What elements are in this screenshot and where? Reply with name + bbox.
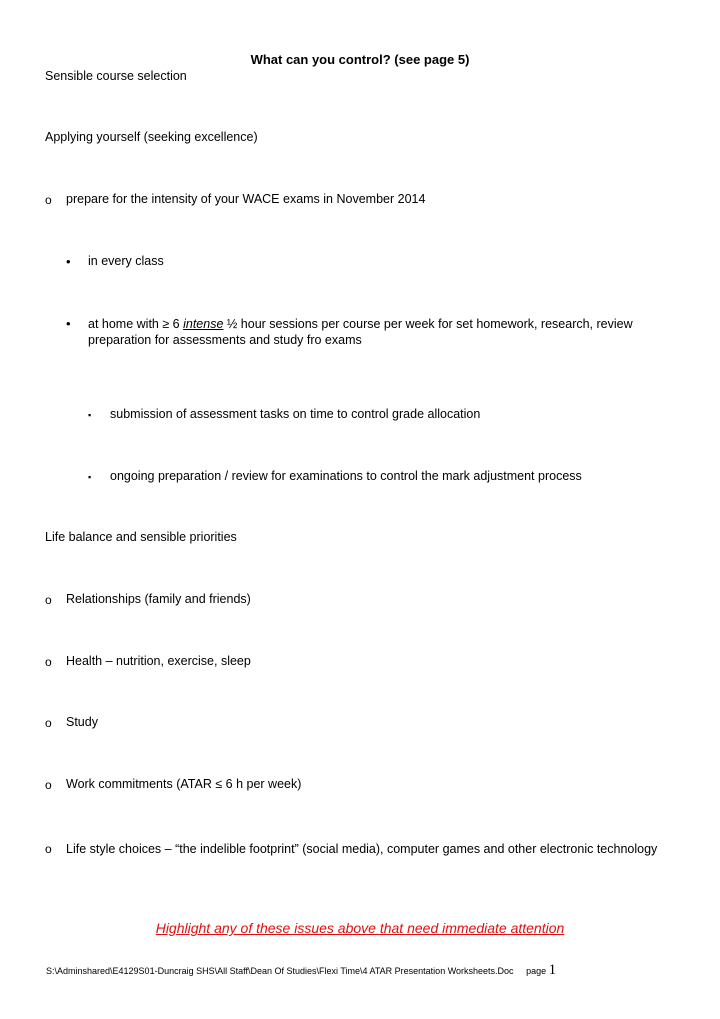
square-bullet-icon: ▪ (88, 410, 92, 420)
list-item-ongoing-preparation: ongoing preparation / review for examinations to control the mark adjustment process (110, 469, 582, 483)
list-item-relationships: Relationships (family and friends) (66, 592, 251, 606)
circle-bullet-icon: o (45, 655, 52, 669)
circle-bullet-icon: o (45, 778, 52, 792)
list-item-wace: prepare for the intensity of your WACE exams in November 2014 (66, 192, 426, 206)
at-home-text-end: ½ hour sessions per course per week for set homework, research, review preparation for assessments and study fro exams (88, 317, 633, 347)
at-home-text-start: at home with ≥ 6 (88, 317, 184, 331)
circle-bullet-icon: o (45, 593, 52, 607)
circle-bullet-icon: o (45, 193, 52, 207)
list-item-at-home (88, 316, 688, 348)
footer-page-label: page (526, 966, 547, 976)
circle-bullet-icon: o (45, 842, 52, 856)
list-item-work-commitments: Work commitments (ATAR ≤ 6 h per week) (66, 777, 302, 791)
page-title: What can you control? (see page 5) (250, 52, 470, 67)
footer-page-number: 1 (548, 962, 557, 978)
list-item-life-style: Life style choices – “the indelible footprint” (social media), computer games and other electronic technology (66, 842, 658, 856)
highlight-callout: Highlight any of these issues above that need immediate attention (155, 920, 565, 936)
section-heading-life-balance: Life balance and sensible priorities (45, 530, 237, 544)
dot-bullet-icon: • (66, 254, 71, 269)
intense-emphasis: intense (183, 317, 224, 331)
dot-bullet-icon: • (66, 316, 71, 331)
footer (46, 962, 556, 979)
section-heading-applying-yourself: Applying yourself (seeking excellence) (45, 130, 258, 144)
circle-bullet-icon: o (45, 716, 52, 730)
list-item-submission: submission of assessment tasks on time to control grade allocation (110, 407, 481, 421)
list-item-every-class: in every class (88, 254, 164, 268)
list-item-health: Health – nutrition, exercise, sleep (66, 654, 251, 668)
list-item-study: Study (66, 715, 98, 729)
footer-file-path: S:\Adminshared\E4129S01-Duncraig SHS\All Staff\Dean Of Studies\Flexi Time\4 ATAR Presentation Worksheets.Doc (46, 966, 514, 976)
square-bullet-icon: ▪ (88, 472, 92, 482)
section-heading-course-selection: Sensible course selection (45, 69, 187, 83)
